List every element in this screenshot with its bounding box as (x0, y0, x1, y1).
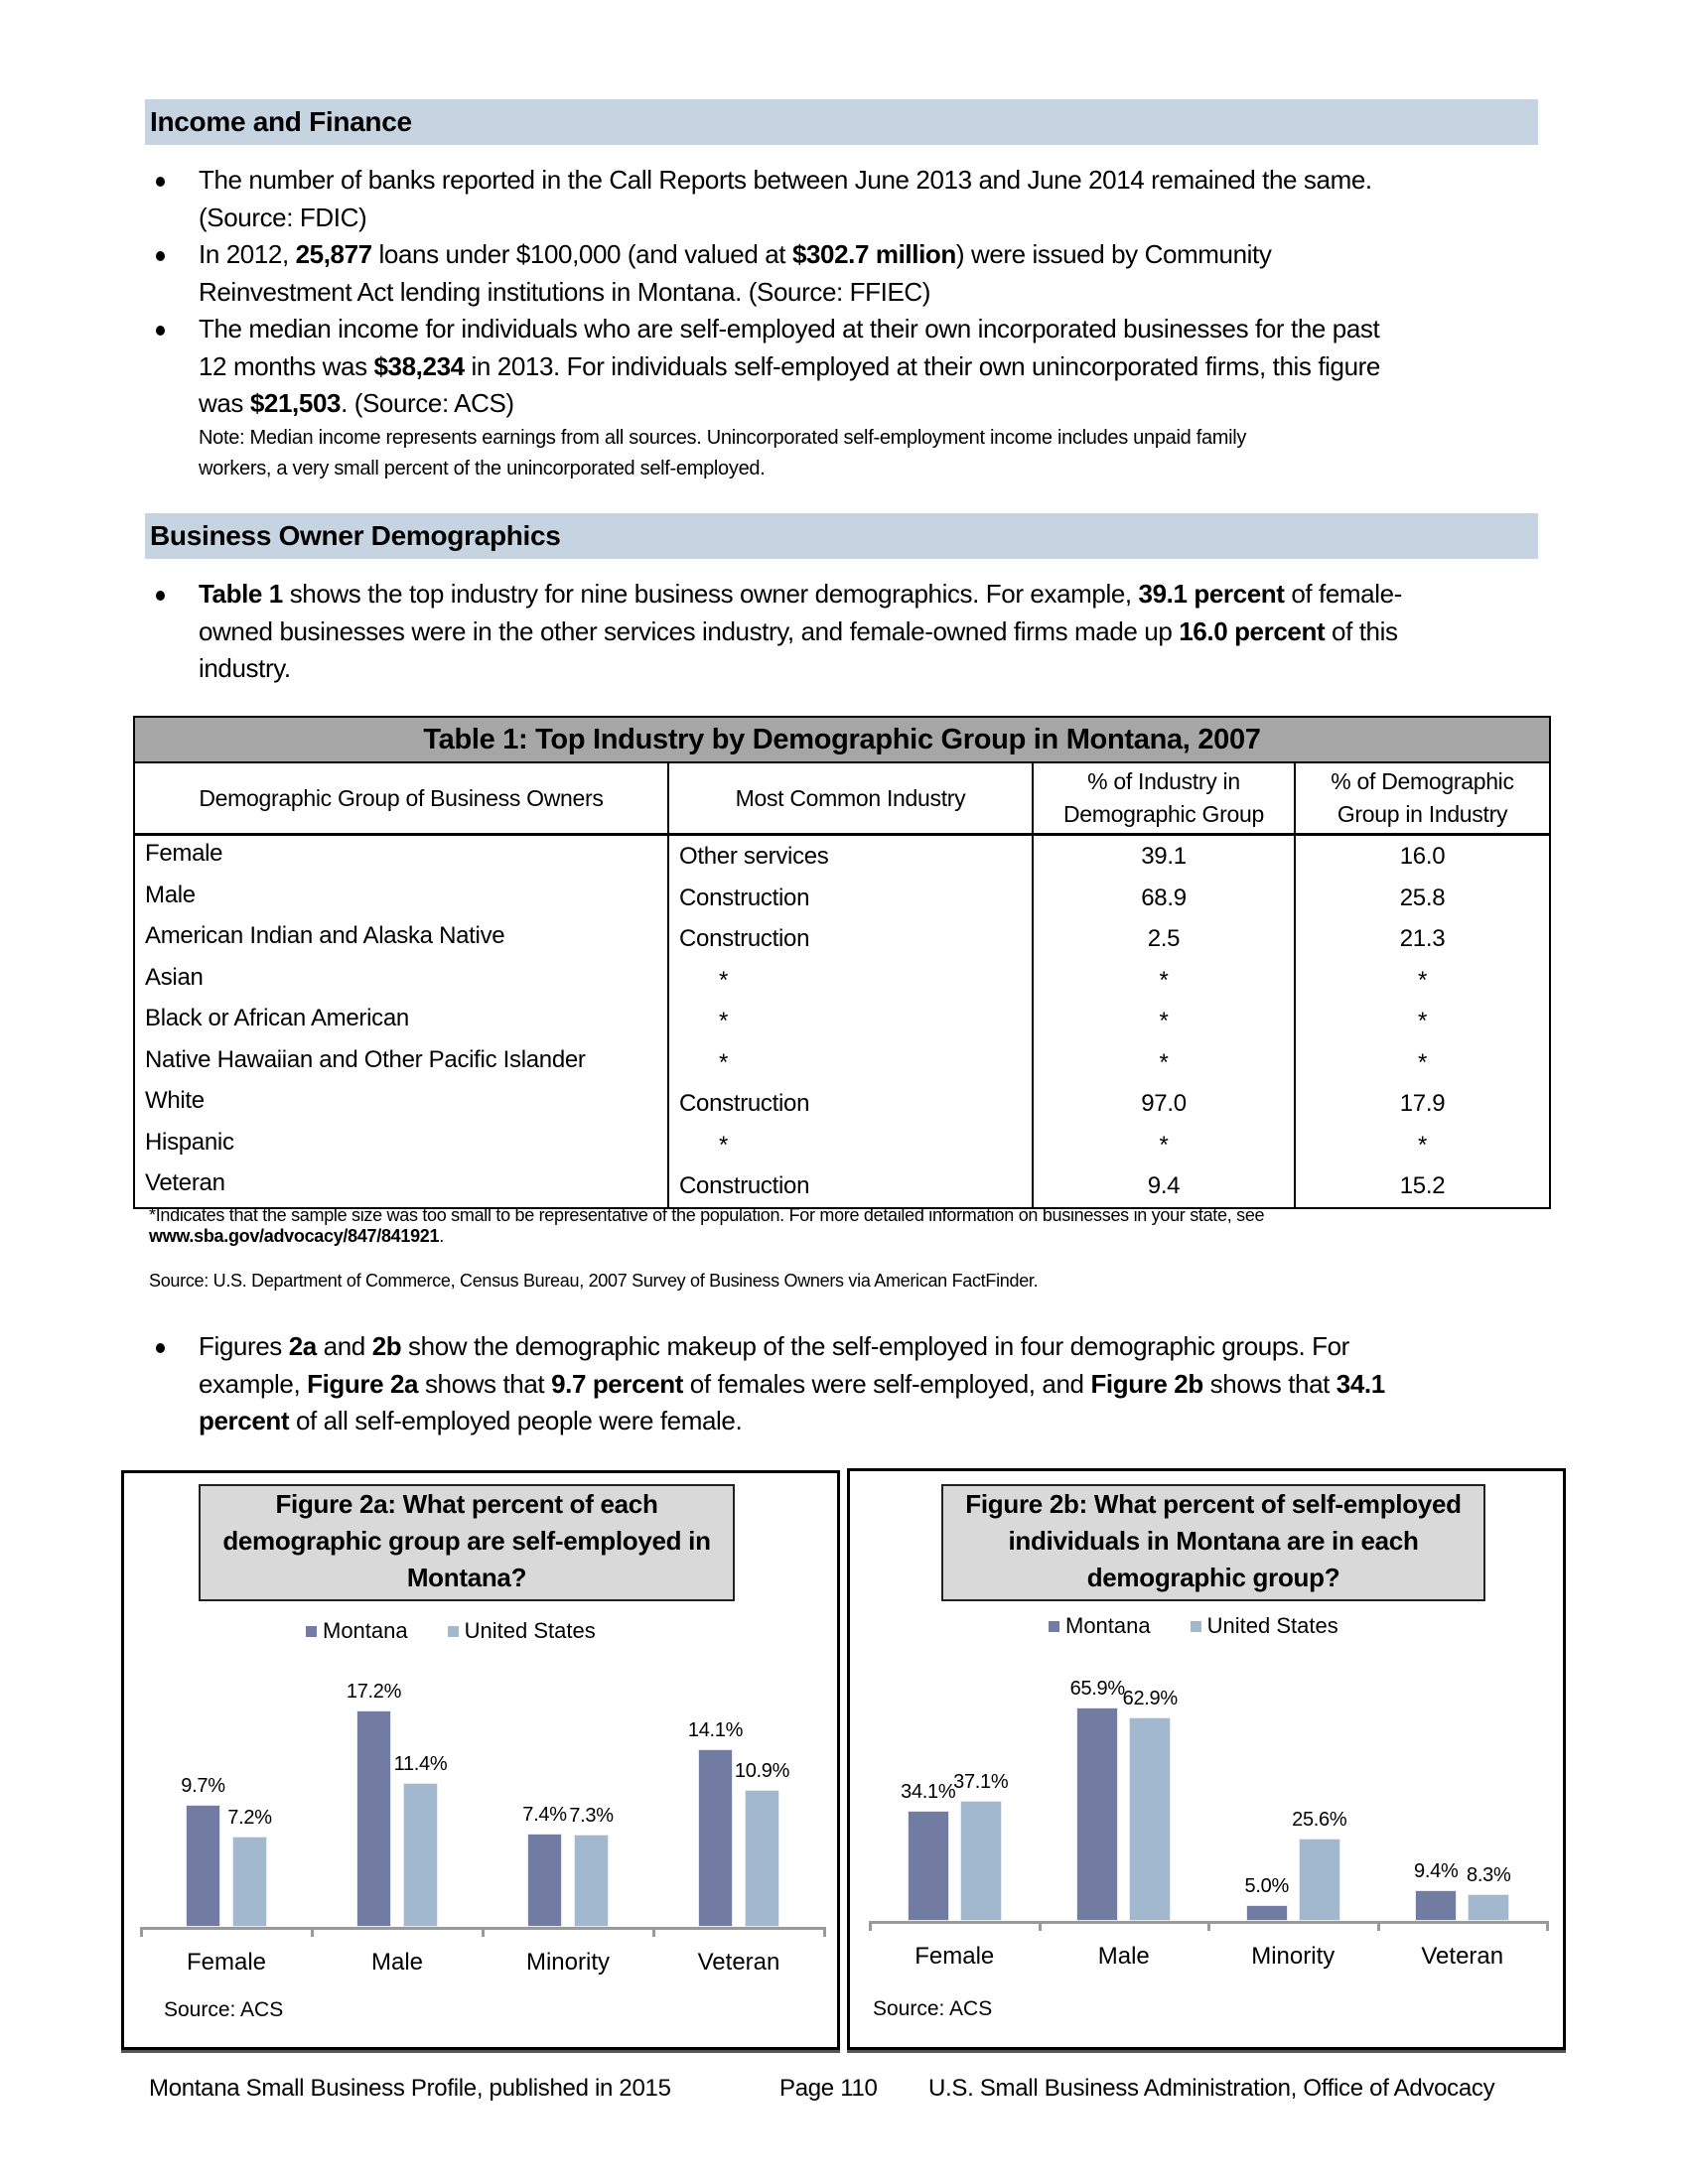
bullet-text: example, Figure 2a shows that 9.7 percent of females were self-employed, and Figure 2b shows that 34.1 (199, 1368, 1385, 1399)
data-label: 34.1% (901, 1780, 956, 1803)
table-cell-pct-industry: 39.1 (1141, 843, 1187, 870)
table-cell-industry: * (719, 1131, 729, 1159)
bullet-item (149, 1328, 1549, 1440)
table-cell-pct-group: 21.3 (1399, 925, 1446, 952)
chart-source: Source: ACS (164, 1998, 284, 2021)
column-header-pct-group: % of Demographic Group in Industry (1331, 768, 1514, 827)
bar-united-states-female (960, 1801, 1002, 1921)
table-cell-pct-industry: 97.0 (1141, 1090, 1187, 1117)
table-cell-group: American Indian and Alaska Native (145, 922, 505, 949)
table-cell-industry: * (719, 1048, 729, 1076)
bar-united-states-minority (1299, 1839, 1340, 1921)
category-label: Veteran (1421, 1943, 1504, 1970)
table-cell-industry: Construction (679, 884, 810, 911)
table-cell-pct-group: 16.0 (1399, 843, 1446, 870)
figure-2a-chart (121, 1470, 840, 2050)
data-label: 7.4% (522, 1804, 567, 1827)
bar-montana-veteran (1415, 1890, 1457, 1921)
section-header-income-finance (145, 99, 1538, 145)
column-pct-group (1296, 836, 1549, 1207)
column-group (135, 836, 669, 1207)
category-label: Minority (1251, 1943, 1336, 1970)
data-label: 37.1% (953, 1771, 1009, 1794)
table-cell-pct-industry: * (1159, 966, 1169, 994)
table-cell-group: White (145, 1087, 205, 1114)
table-cell-pct-industry: 9.4 (1147, 1172, 1181, 1199)
column-header-industry: Most Common Industry (669, 763, 1034, 833)
category-label: Female (186, 1949, 267, 1976)
column-header-pct-industry: % of Industry in Demographic Group (1034, 763, 1296, 833)
x-axis-tick (869, 1921, 872, 1931)
bullet-item (149, 576, 1549, 688)
table-cell-group: Female (145, 840, 223, 867)
category-label: Female (914, 1943, 995, 1970)
table-title: Table 1: Top Industry by Demographic Group in Montana, 2007 (135, 718, 1549, 763)
table-cell-group: Veteran (145, 1169, 225, 1196)
category-label: Male (370, 1949, 424, 1976)
table-cell-pct-industry: 2.5 (1147, 925, 1181, 952)
data-label: 11.4% (393, 1753, 448, 1776)
table-cell-pct-group: * (1417, 1131, 1428, 1159)
section-title: Income and Finance (150, 106, 412, 137)
bullet-icon (156, 326, 165, 336)
bar-united-states-male (403, 1783, 438, 1927)
section-title: Business Owner Demographics (150, 520, 561, 551)
chart-source: Source: ACS (873, 1997, 993, 2020)
table-cell-group: Male (145, 881, 196, 908)
footer-page-number: Page 110 (779, 2075, 878, 2102)
table-cell-pct-group: * (1417, 1008, 1428, 1034)
category-label: Veteran (697, 1949, 780, 1976)
income-bullet-list (149, 162, 1549, 484)
table-cell-pct-group: * (1417, 1048, 1428, 1076)
bar-montana-minority (1246, 1905, 1288, 1921)
figures-bullet-list (149, 1328, 1549, 1440)
data-label: 7.2% (227, 1806, 272, 1829)
data-label: 25.6% (1292, 1808, 1347, 1831)
bar-united-states-male (1129, 1717, 1171, 1921)
table-top-industry (133, 716, 1551, 1209)
table-cell-pct-industry: 68.9 (1141, 884, 1187, 911)
bullet-text: 12 months was $38,234 in 2013. For individuals self-employed at their own unincorporated firms, this figure (199, 350, 1380, 381)
x-axis-tick (140, 1927, 143, 1937)
category-label: Male (1097, 1943, 1150, 1970)
table-cell-pct-group: 25.8 (1399, 884, 1446, 911)
legend-swatch-icon (448, 1626, 459, 1637)
bullet-text: (Source: FDIC) (199, 202, 367, 232)
table-footnote: *Indicates that the sample size was too small to be representative of the population. For more detailed information on businesses in your state, see www.sba.gov/advocacy/847/841921. (149, 1205, 1265, 1246)
table-cell-pct-group: * (1417, 966, 1428, 994)
table-cell-pct-group: 15.2 (1399, 1172, 1446, 1199)
bar-united-states-veteran (745, 1790, 779, 1927)
x-axis-tick (311, 1927, 314, 1937)
x-axis-tick (652, 1927, 655, 1937)
footnote-link[interactable]: www.sba.gov/advocacy/847/841921 (149, 1226, 440, 1246)
bar-united-states-minority (574, 1835, 609, 1927)
legend-swatch-icon (306, 1626, 317, 1637)
bullet-text: In 2012, 25,877 loans under $100,000 (and valued at $302.7 million) were issued by Community (199, 239, 1272, 269)
data-label: 17.2% (346, 1680, 402, 1703)
bar-montana-male (356, 1710, 391, 1927)
table-cell-pct-group: 17.9 (1399, 1090, 1446, 1117)
table-cell-pct-industry: * (1159, 1008, 1169, 1034)
bar-montana-female (908, 1811, 949, 1921)
legend-item-united-states: United States (1191, 1613, 1338, 1639)
bar-united-states-veteran (1468, 1894, 1509, 1921)
table-cell-group: Black or African American (145, 1005, 409, 1031)
table-cell-group: Asian (145, 963, 204, 991)
income-note: Note: Median income represents earnings from all sources. Unincorporated self-employment income includes unpaid family workers, a very small percent of the unincorporated self-employed. (199, 426, 1247, 479)
legend-item-montana: Montana (1049, 1613, 1151, 1639)
column-header-group: Demographic Group of Business Owners (135, 763, 669, 833)
column-pct-industry (1034, 836, 1296, 1207)
x-axis-tick (1377, 1921, 1380, 1931)
x-axis-tick (1207, 1921, 1210, 1931)
demographics-bullet-list (149, 576, 1549, 688)
data-label: 7.3% (569, 1805, 614, 1828)
table-source: Source: U.S. Department of Commerce, Census Bureau, 2007 Survey of Business Owners via American FactFinder. (149, 1271, 1039, 1291)
legend-swatch-icon (1049, 1621, 1059, 1632)
bullet-icon (156, 177, 165, 187)
bullet-text: The median income for individuals who are self-employed at their own incorporated businesses for the past (199, 314, 1380, 343)
data-label: 14.1% (687, 1718, 744, 1741)
bullet-icon (156, 1343, 165, 1353)
table-cell-industry: * (719, 1008, 729, 1034)
data-label: 9.7% (181, 1774, 225, 1797)
data-label: 10.9% (734, 1759, 790, 1782)
table-cell-industry: Other services (679, 843, 829, 870)
table-header-row (135, 763, 1549, 836)
data-label: 8.3% (1467, 1863, 1511, 1886)
bullet-item (149, 311, 1549, 484)
table-body (135, 836, 1549, 1207)
chart-legend (306, 1618, 596, 1644)
data-label: 62.9% (1122, 1687, 1178, 1709)
footer-publication: Montana Small Business Profile, published in 2015 (149, 2075, 671, 2102)
bullet-text: Reinvestment Act lending institutions in Montana. (Source: FFIEC) (199, 276, 931, 307)
data-label: 9.4% (1414, 1860, 1459, 1883)
x-axis-tick (1039, 1921, 1042, 1931)
x-axis-tick (482, 1927, 485, 1937)
bar-montana-male (1076, 1707, 1118, 1921)
bullet-text: The number of banks reported in the Call Reports between June 2013 and June 2014 remained the same. (199, 165, 1372, 195)
table-cell-pct-industry: * (1159, 1131, 1169, 1159)
bullet-text: Table 1 shows the top industry for nine business owner demographics. For example, 39.1 percent of female- (199, 579, 1402, 609)
bullet-text: owned businesses were in the other services industry, and female-owned firms made up 16.0 percent of this (199, 615, 1398, 646)
table-cell-industry: Construction (679, 1090, 810, 1117)
table-cell-industry: Construction (679, 1172, 810, 1199)
bullet-text: Figures 2a and 2b show the demographic makeup of the self-employed in four demographic groups. For (199, 1331, 1349, 1361)
chart-legend (1049, 1613, 1338, 1639)
bullet-item (149, 236, 1549, 311)
bullet-text: industry. (199, 653, 291, 683)
table-cell-pct-industry: * (1159, 1048, 1169, 1076)
legend-swatch-icon (1191, 1621, 1201, 1632)
legend-item-montana: Montana (306, 1618, 408, 1644)
footer-publisher: U.S. Small Business Administration, Office of Advocacy (928, 2075, 1495, 2102)
chart-title: Figure 2a: What percent of each demographic group are self-employed in Montana? (199, 1484, 735, 1601)
category-label: Minority (525, 1949, 610, 1976)
legend-item-united-states: United States (448, 1618, 596, 1644)
bullet-text: was $21,503. (Source: ACS) (199, 388, 514, 418)
column-industry (669, 836, 1034, 1207)
table-cell-industry: Construction (679, 925, 810, 952)
data-label: 5.0% (1244, 1874, 1289, 1897)
bar-united-states-female (232, 1837, 267, 1927)
x-axis-tick (1546, 1921, 1549, 1931)
table-cell-group: Hispanic (145, 1128, 234, 1156)
data-label: 65.9% (1069, 1678, 1125, 1701)
bullet-icon (156, 591, 165, 601)
figure-2b-chart (847, 1468, 1566, 2050)
bullet-text: percent of all self-employed people were female. (199, 1406, 743, 1435)
bar-montana-minority (527, 1834, 562, 1927)
bullet-icon (156, 251, 165, 261)
x-axis-tick (823, 1927, 826, 1937)
bullet-item (149, 162, 1549, 236)
table-cell-industry: * (719, 966, 729, 994)
chart-title: Figure 2b: What percent of self-employed individuals in Montana are in each demographic group? (941, 1484, 1485, 1601)
section-header-demographics (145, 513, 1538, 559)
table-cell-group: Native Hawaiian and Other Pacific Islander (145, 1045, 586, 1073)
